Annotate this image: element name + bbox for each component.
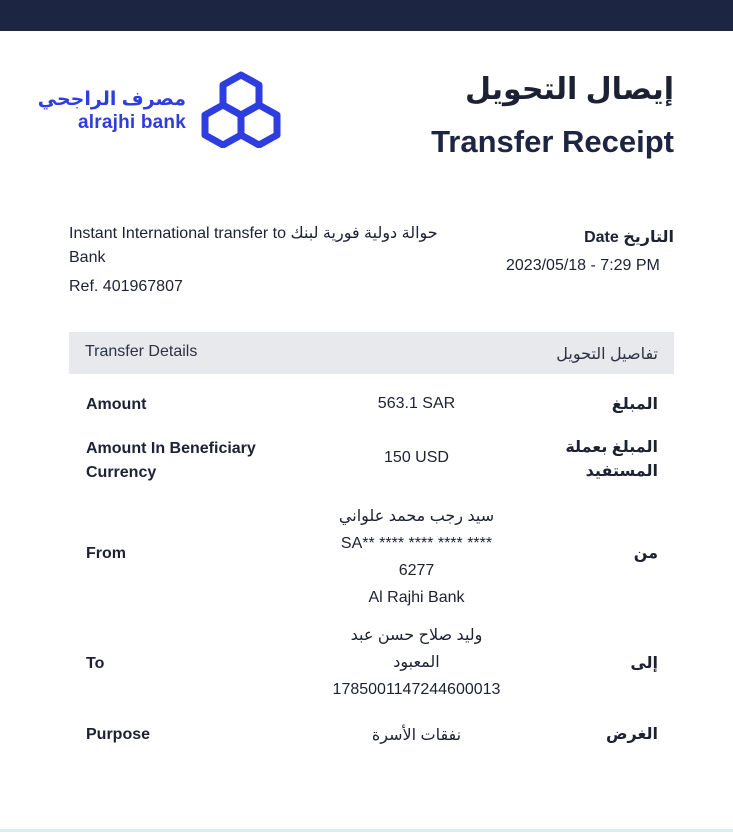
logo-english-text: alrajhi bank bbox=[78, 112, 186, 133]
alrajhi-logo-mark-icon bbox=[201, 70, 281, 148]
amount-value-line: 563.1 SAR bbox=[377, 395, 456, 412]
detail-row-beneficiary-amount bbox=[69, 436, 674, 486]
page-title: Transfer Receipt bbox=[431, 124, 674, 159]
description-english: Instant International transfer to bbox=[69, 225, 287, 242]
beneficiary-amount-label-arabic: المبلغ بعملة المستفيد bbox=[565, 439, 658, 480]
date-label-arabic: التاريخ bbox=[623, 229, 674, 246]
detail-row-purpose bbox=[69, 721, 674, 751]
sender-name: سيد رجب محمد علواني bbox=[338, 508, 495, 525]
reference-number: Ref. 401967807 bbox=[69, 278, 183, 295]
from-label-arabic: من bbox=[633, 545, 658, 562]
to-value bbox=[309, 622, 524, 703]
from-value bbox=[309, 503, 524, 611]
beneficiary-amount-value-line: 150 USD bbox=[384, 449, 449, 466]
beneficiary-name-cont: المعبود bbox=[393, 654, 440, 671]
sender-account-last-digits: 6277 bbox=[398, 562, 435, 579]
purpose-label-arabic: الغرض bbox=[606, 726, 658, 743]
logo-arabic-text: مصرف الراجحي bbox=[37, 89, 186, 110]
description-english-cont: Bank bbox=[69, 249, 106, 266]
purpose-value-line: نفقات الأسرة bbox=[371, 727, 462, 744]
details-header-english: Transfer Details bbox=[85, 343, 198, 360]
detail-row-amount bbox=[69, 390, 674, 420]
detail-row-from bbox=[69, 503, 674, 608]
beneficiary-amount-value bbox=[309, 444, 524, 471]
beneficiary-amount-label: Amount In Beneficiary Currency bbox=[86, 440, 256, 481]
date-label bbox=[584, 227, 674, 247]
amount-value bbox=[309, 390, 524, 417]
to-label-arabic: إلى bbox=[630, 655, 658, 672]
alrajhi-logo bbox=[37, 70, 281, 148]
transfer-description bbox=[69, 222, 489, 270]
detail-row-to bbox=[69, 622, 674, 704]
sender-account-masked: SA** **** **** **** **** bbox=[340, 535, 493, 552]
to-label: To bbox=[86, 655, 105, 672]
description-arabic: حوالة دولية فورية لبنك bbox=[290, 225, 438, 242]
bottom-divider bbox=[0, 829, 733, 832]
date-value: 2023/05/18 - 7:29 PM bbox=[506, 257, 660, 274]
from-label: From bbox=[86, 545, 126, 562]
top-bar bbox=[0, 0, 733, 31]
transfer-details-header bbox=[69, 332, 674, 374]
beneficiary-account: 1785001147244600013 bbox=[332, 681, 501, 698]
purpose-value bbox=[309, 722, 524, 749]
beneficiary-name: وليد صلاح حسن عبد bbox=[350, 627, 483, 644]
amount-label-arabic: المبلغ bbox=[611, 396, 658, 413]
purpose-label: Purpose bbox=[86, 726, 151, 743]
title-arabic: إيصال التحويل bbox=[464, 73, 674, 106]
details-header-arabic: تفاصيل التحويل bbox=[556, 346, 658, 363]
amount-label: Amount bbox=[86, 396, 147, 413]
sender-bank: Al Rajhi Bank bbox=[368, 589, 465, 606]
date-label-english: Date bbox=[584, 229, 619, 246]
